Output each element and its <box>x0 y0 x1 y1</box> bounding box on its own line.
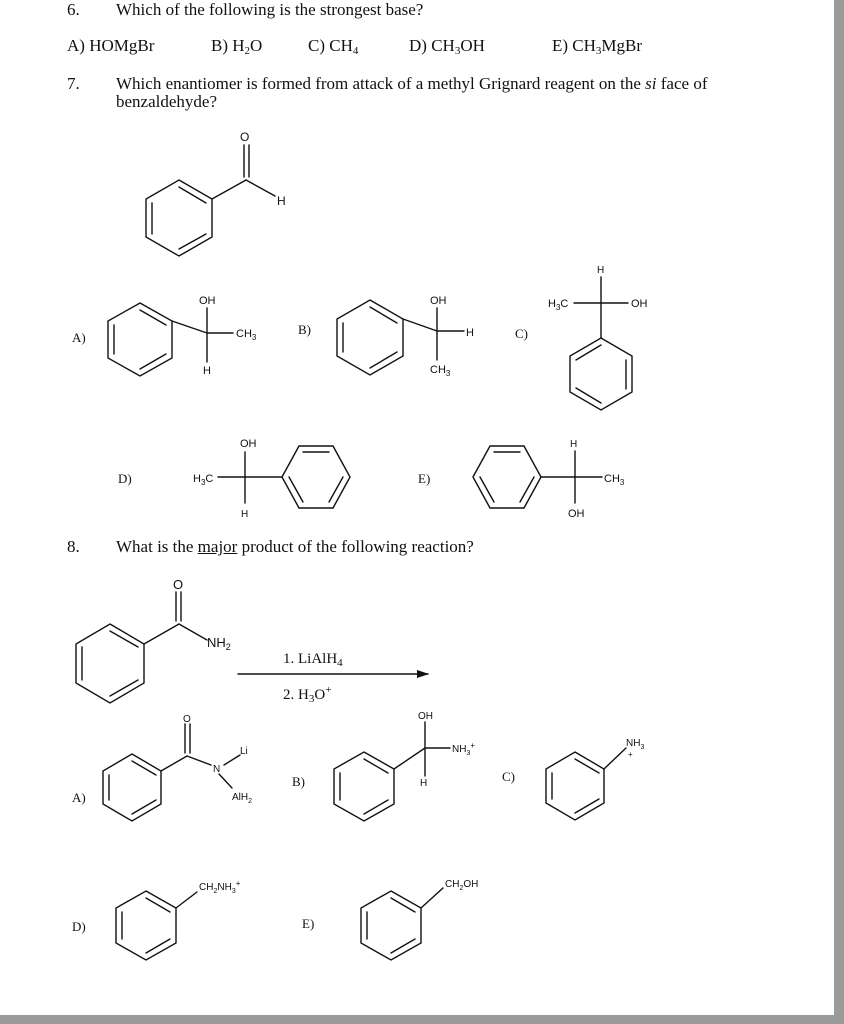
q6-question: Which of the following is the strongest base? <box>116 0 424 19</box>
q7-option-e-structure <box>473 446 602 508</box>
atom-h: H <box>597 265 605 276</box>
q7-question-line2: benzaldehyde? <box>116 92 217 111</box>
benzamide-structure <box>76 592 207 703</box>
atom-li: Li <box>240 746 248 757</box>
atom-h: H <box>203 365 211 377</box>
atom-oh: OH <box>199 295 216 307</box>
atom-h: H <box>420 778 428 789</box>
atom-alh2: AlH$_2$ <box>232 792 253 805</box>
atom-nh2: $NH_2$ <box>207 635 231 652</box>
atom-ch3: $CH_3$ <box>604 473 625 487</box>
atom-h3c: $H_3C$ <box>548 298 569 312</box>
q8-option-b-structure <box>334 722 450 821</box>
atom-o: O <box>183 714 191 725</box>
atom-ch2oh: $CH_2OH$ <box>445 879 479 892</box>
atom-h: H <box>466 327 474 339</box>
q7-choice-c-label: C) <box>515 326 528 341</box>
atom-nh3: $NH_3$ <box>626 738 645 751</box>
atom-oh: OH <box>418 711 433 722</box>
atom-oh: OH <box>430 295 447 307</box>
atom-n: N <box>213 764 221 775</box>
atom-ch3: $CH_3$ <box>430 364 451 378</box>
q8-number: 8. <box>67 537 80 556</box>
q7-question-line1: Which enantiomer is formed from attack of a methyl Grignard reagent on the si face of <box>116 74 708 93</box>
q8-choice-b-label: B) <box>292 774 305 789</box>
q7-option-a-structure <box>108 303 233 376</box>
q8-choice-a-label: A) <box>72 790 86 805</box>
atom-h: H <box>277 194 286 208</box>
atom-oh: OH <box>240 438 257 450</box>
atom-oh: OH <box>631 298 648 310</box>
q7-choice-d-label: D) <box>118 471 132 486</box>
atom-o: O <box>173 577 184 592</box>
q8-question: What is the major product of the following reaction? <box>116 537 474 556</box>
atom-ch3: $CH_3$ <box>236 328 257 342</box>
q8-option-d-structure <box>116 891 197 960</box>
q8-choice-c-label: C) <box>502 769 515 784</box>
atom-h: H <box>570 439 578 450</box>
q6-choice-c: C) $CH_4$ <box>308 36 359 57</box>
q7-number: 7. <box>67 74 80 93</box>
q7-option-d-structure <box>218 446 350 508</box>
q7-option-c-structure <box>570 277 632 410</box>
atom-oh: OH <box>568 508 585 520</box>
q6-choice-e: E) $CH_3MgBr$ <box>552 36 643 57</box>
atom-charge-plus: + <box>628 750 633 759</box>
q7-choice-e-label: E) <box>418 471 431 486</box>
q6-choice-a: A) HOMgBr <box>67 36 155 55</box>
q8-option-c-structure <box>546 748 626 820</box>
atom-o: O <box>240 130 250 144</box>
reaction-step-2: 2. $H_3O^+$ <box>283 684 332 705</box>
q7-choice-b-label: B) <box>298 322 311 337</box>
q6-number: 6. <box>67 0 80 19</box>
q8-choice-e-label: E) <box>302 916 315 931</box>
atom-nh3-plus: $NH_3^+$ <box>452 741 476 757</box>
atom-ch2nh3-plus: $CH_2NH_3^+$ <box>199 879 241 895</box>
q7-choice-a-label: A) <box>72 330 86 345</box>
atom-h: H <box>241 509 249 520</box>
q8-option-e-structure <box>361 888 443 960</box>
benzaldehyde-structure <box>146 145 275 256</box>
q8-choice-d-label: D) <box>72 919 86 934</box>
reaction-step-1: 1. LiAlH$_4$ <box>283 651 343 669</box>
q6-choice-b: B) $H_2O$ <box>211 36 263 57</box>
atom-h3c: $H_3C$ <box>193 473 214 487</box>
q6-choice-d: D) $CH_3OH$ <box>409 36 485 57</box>
